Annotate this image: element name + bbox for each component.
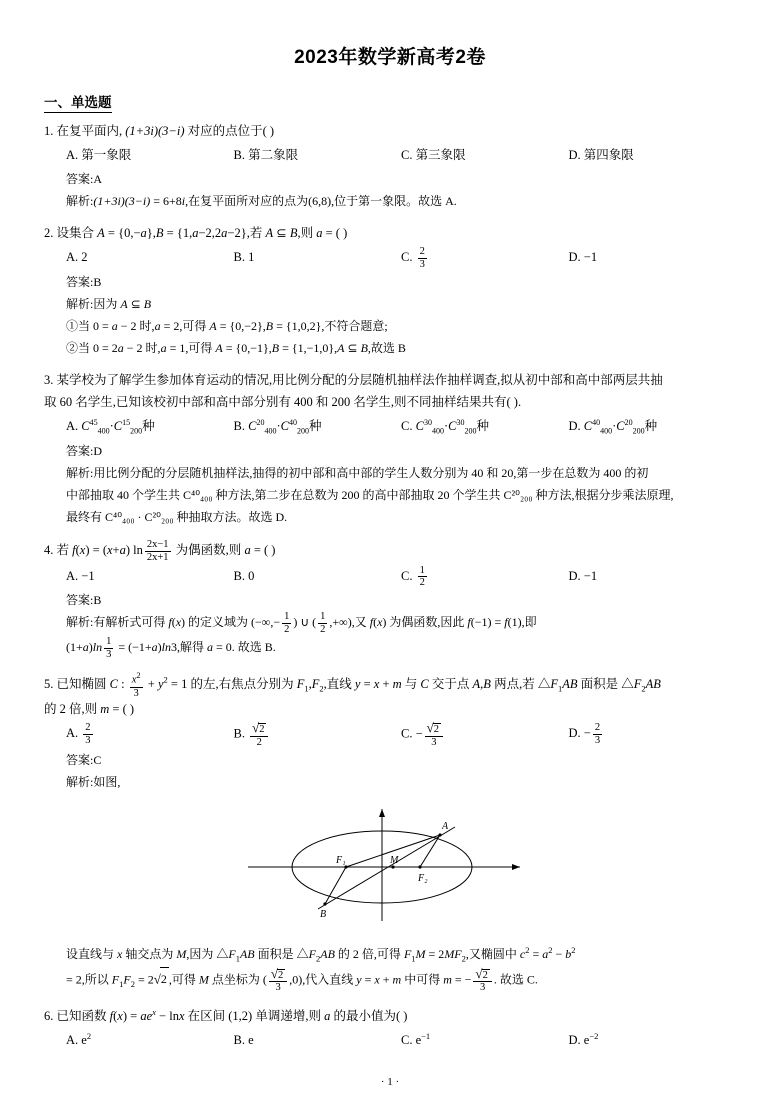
question-5-stem: 5. 已知椭圆 C : $\frac{x^2}{3}$ + $y^2 = 1$ 的左,右焦点分别为 $F_1,F_2$,直线 y = x + m 与 C 交于点 A,B 两点,若 $\triangle F_1AB$ 面积是 $\triangle F_2AB$	[44, 670, 661, 699]
question-3-solution-line-3: 最终有 C⁴⁰₄₀₀ · C²⁰₂₀₀ 种抽取方法。故选 D.	[66, 510, 288, 525]
question-3-solution-line-2: 中部抽取 40 个学生共 C⁴⁰₄₀₀ 种方法,第二步在总数为 200 的高中部抽取 20 个学生共 C²⁰₂₀₀ 种方法,根据分步乘法原理,	[66, 487, 674, 502]
section-heading-single-choice	[44, 87, 736, 121]
question-3-answer: 答案:D	[66, 443, 103, 458]
combination-a2: $C^{15}_{200}$	[113, 417, 143, 436]
question-6-option-b[interactable]: B. e	[233, 1033, 254, 1048]
question-3	[44, 370, 736, 528]
question-4-option-d[interactable]: D. −1	[568, 568, 598, 583]
question-2-option-b[interactable]: B. 1	[233, 250, 255, 265]
question-1-options	[44, 143, 736, 168]
question-1-answer: 答案:A	[66, 171, 103, 186]
question-3-option-a-label: A.	[66, 419, 79, 433]
question-3-options	[44, 414, 736, 440]
question-2	[44, 223, 736, 359]
fraction-two-thirds: $\frac{2}{3}$	[419, 246, 425, 270]
question-3-option-b-label: B.	[233, 419, 245, 433]
svg-text:A: A	[442, 821, 449, 833]
question-1	[44, 121, 736, 212]
question-1-option-d[interactable]: D. 第四象限	[568, 147, 634, 162]
question-2-option-a[interactable]: A. 2	[66, 250, 88, 265]
question-3-option-c[interactable]: C. $C^{30}_{400}\cdot C^{30}_{200}$种	[401, 414, 569, 440]
question-1-option-a[interactable]: A. 第一象限	[66, 147, 132, 162]
question-2-solution-line-1: 解析:因为 A ⊆ B	[66, 296, 152, 311]
question-6-option-d[interactable]: D. $e^{-2}$	[568, 1031, 599, 1048]
question-2-stem: 2. 设集合 A = {0,−a},B = {1,a−2,2a−2},若 A ⊆ B,则 a = ( )	[44, 226, 348, 241]
question-5-answer: 答案:C	[66, 752, 102, 767]
question-1-option-c[interactable]: C. 第三象限	[401, 147, 466, 162]
question-4-option-a[interactable]: A. −1	[66, 568, 95, 583]
question-1-option-b[interactable]: B. 第二象限	[233, 147, 299, 162]
combination-b1: $C^{20}_{400}$	[248, 417, 277, 436]
question-2-number: 2.	[44, 226, 54, 241]
combination-c1: $C^{30}_{400}$	[415, 417, 444, 436]
svg-text:M: M	[390, 855, 399, 867]
question-3-stem-line-1: 某学校为了解学生参加体育运动的情况,用比例分配的分层随机抽样法作抽样调查,拟从初中部和高中部两层共抽	[56, 373, 663, 388]
question-5-option-a[interactable]: A. $\frac{2}{3}$	[66, 722, 91, 746]
question-3-stem-line-2-wrap	[44, 392, 736, 414]
question-1-number: 1.	[44, 124, 54, 138]
question-4-answer: 答案:B	[66, 593, 102, 608]
question-3-option-b[interactable]: B. $C^{20}_{400}\cdot C^{40}_{200}$种	[234, 414, 402, 440]
question-5-option-c[interactable]: C. − $\frac{√2}{3}$	[401, 721, 569, 749]
combination-c2: $C^{30}_{200}$	[448, 417, 477, 436]
combination-b2: $C^{40}_{200}$	[280, 417, 309, 436]
question-4-option-c[interactable]: C. $\frac{1}{2}$	[401, 564, 425, 589]
question-1-stem-math: (1+3i)(3−i)	[125, 124, 185, 138]
svg-text:F₂: F₂	[418, 873, 428, 885]
page-footer: · 1 ·	[380, 1076, 400, 1088]
question-3-option-d[interactable]: D. $C^{40}_{400}\cdot C^{20}_{200}$种	[569, 414, 737, 440]
question-4-options	[44, 564, 736, 589]
question-1-stem-pre: 在复平面内,	[56, 124, 123, 138]
question-2-answer: 答案:B	[66, 274, 102, 289]
question-5-solution-line-1: 设直线与 x 轴交点为 M,因为 $\triangle F_1AB$ 面积是 $\triangle F_2AB$ 的 2 倍,可得 $F_1M = 2MF_2$,又椭圆中 $c^2 = a^2 - b^2$	[66, 945, 576, 964]
ellipse-diagram-svg	[230, 801, 550, 931]
question-2-solution-line-3: ②当 0 = 2a − 2 时,a = 1,可得 A = {0,−1},B = {1,−1,0},A ⊆ B,故选 B	[66, 341, 406, 356]
question-4-stem: 4. 若 f(x) = (x+a) ln $\frac{2x-1}{2x+1}$ 为偶函数,则 a = ( )	[44, 539, 276, 563]
question-3-option-a[interactable]: A. $C^{45}_{400}\cdot C^{15}_{200}$种	[66, 414, 234, 440]
svg-text:B: B	[320, 909, 327, 921]
question-3-solution-line-1: 解析:用比例分配的分层随机抽样法,抽得的初中部和高中部的学生人数分别为 40 和 20,第一步在总数为 400 的初	[66, 465, 649, 480]
question-3-stem	[44, 370, 736, 392]
question-2-option-c[interactable]: C. $\frac{2}{3}$	[401, 246, 425, 270]
question-2-option-d[interactable]: D. −1	[568, 250, 598, 265]
fraction-neg-two-thirds: $\frac{2}{3}$	[594, 722, 601, 746]
question-5-stem-line-2: 的 2 倍,则 m = ( )	[44, 702, 135, 717]
question-5-number: 5.	[44, 677, 54, 692]
question-2-solution-line-2: ①当 0 = a − 2 时,a = 2,可得 A = {0,−2},B = {1,0,2},不符合题意;	[66, 318, 388, 333]
svg-text:F₁: F₁	[336, 855, 346, 867]
question-6	[44, 1005, 736, 1053]
question-6-number: 6.	[44, 1009, 54, 1024]
question-6-stem: 6. 已知函数 $f(x) = ae^x - \ln x$ 在区间 (1,2) 单调递增,则 a 的最小值为( )	[44, 1007, 408, 1024]
question-6-option-a[interactable]: A. $e^2$	[66, 1031, 92, 1048]
question-5-solution-intro: 解析:如图,	[66, 774, 121, 789]
question-3-number: 3.	[44, 373, 54, 388]
question-5-option-b[interactable]: B. $\frac{√2}{2}$	[234, 721, 402, 749]
question-5-solution-line-2: = 2,所以 $F_1F_2 = 2√2$ ,可得 M 点坐标为 ( $\frac{√2}{3}$ ,0),代入直线 y = x + m 中可得 m = − $\frac{√2}{3}$ . 故选 C.	[66, 965, 538, 994]
combination-a1: $C^{45}_{400}$	[81, 417, 110, 436]
fraction-sqrt2-over-3: $\frac{√2}{3}$	[425, 721, 443, 749]
question-6-option-c[interactable]: C. $e^{-1}$	[401, 1031, 431, 1048]
question-4-number: 4.	[44, 543, 54, 558]
question-1-stem	[44, 121, 736, 143]
question-5-option-d[interactable]: D. − $\frac{2}{3}$	[568, 722, 601, 746]
ellipse-figure	[44, 801, 736, 936]
question-5	[44, 671, 736, 994]
combination-d1: $C^{40}_{400}$	[583, 417, 613, 436]
combination-d2: $C^{20}_{200}$	[616, 417, 645, 436]
fraction-sqrt2-over-2: $\frac{√2}{2}$	[250, 721, 268, 749]
section-heading-label: 一、单选题	[44, 91, 112, 113]
question-3-option-d-label: D.	[568, 419, 581, 433]
question-6-options	[44, 1028, 736, 1053]
question-3-stem-line-2: 取 60 名学生,已知该校初中部和高中部分别有 400 和 200 名学生,则不同抽样结果共有( ).	[44, 395, 522, 410]
question-4-option-b[interactable]: B. 0	[233, 568, 255, 583]
page-title: 2023年数学新高考2卷	[294, 47, 486, 68]
fraction-one-half: $\frac{1}{2}$	[419, 564, 425, 589]
fraction-two-thirds-q5: $\frac{2}{3}$	[85, 722, 91, 746]
question-5-options	[44, 721, 736, 749]
fraction-x-squared-over-3: $\frac{x^2}{3}$	[131, 670, 141, 699]
question-4-solution-line-2: (1+a)ln $\frac{1}{3}$ = (−1+a)ln3,解得 a = 0. 故选 B.	[66, 635, 276, 660]
question-4-solution-line-1: 解析:有解析式可得 f(x) 的定义域为 (−∞,− $\frac{1}{2}$ ) ∪ ( $\frac{1}{2}$ ,+∞),又 f(x) 为偶函数,因此 f(−1) = f(1),即	[66, 611, 537, 636]
question-1-solution: 解析:(1+3i)(3−i) = 6+8i,在复平面所对应的点为(6,8),位于第一象限。故选 A.	[66, 194, 457, 209]
question-1-stem-post: 对应的点位于( )	[187, 124, 275, 138]
question-2-options	[44, 245, 736, 270]
question-3-option-c-label: C.	[401, 419, 413, 433]
question-4	[44, 539, 736, 660]
fraction-log-argument: $\frac{2x-1}{2x+1}$	[146, 539, 169, 563]
